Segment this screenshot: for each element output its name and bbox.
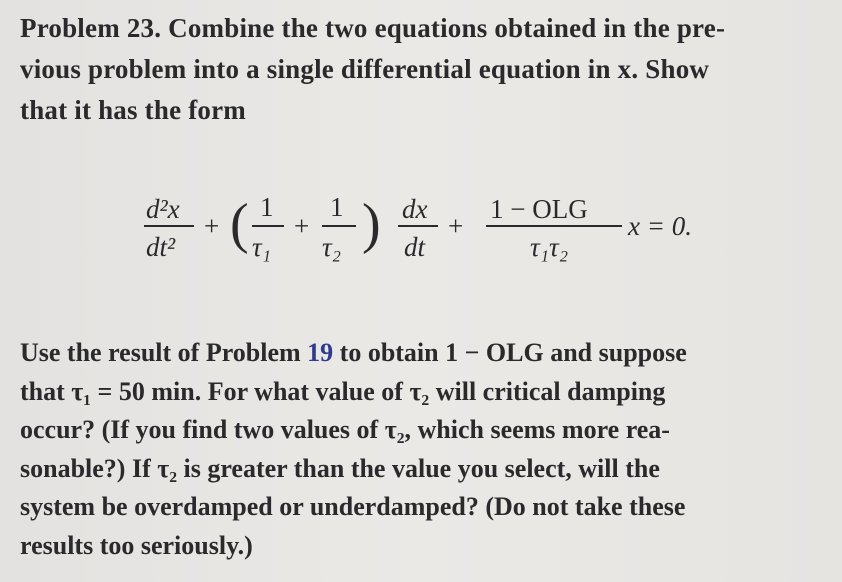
question-line-1 xyxy=(20,334,842,373)
eq-dt2: dt² xyxy=(146,232,176,262)
intro-line-2: vious problem into a single differential equation in x. Show xyxy=(20,54,710,84)
eq-d2x: d²x xyxy=(146,194,180,224)
eq-left-paren: ( xyxy=(230,193,249,255)
problem-19-link[interactable]: 19 xyxy=(307,338,334,367)
intro-line-1-text: Combine the two equations obtained in the pre- xyxy=(168,13,726,43)
problem-label: Problem 23. xyxy=(20,13,162,43)
eq-one-b: 1 xyxy=(330,192,344,222)
question-line-1-b: to obtain 1 − OLG and suppose xyxy=(333,338,687,367)
question-line-6: results too seriously.) xyxy=(20,530,253,560)
eq-plus-3: + xyxy=(448,211,464,241)
question-line-2: that τ₁ = 50 min. For what value of τ₂ will critical damping xyxy=(20,376,666,406)
question-line-1-a: Use the result of Problem xyxy=(20,338,308,367)
problem-question xyxy=(20,334,842,565)
eq-plus-2: + xyxy=(294,211,310,241)
problem-statement-intro xyxy=(20,8,842,131)
eq-one-a: 1 xyxy=(260,192,274,222)
eq-plus-1: + xyxy=(204,211,220,241)
eq-tail: x = 0. xyxy=(628,211,692,241)
intro-line-3: that it has the form xyxy=(20,95,246,125)
intro-line-1 xyxy=(20,8,842,49)
eq-dt: dt xyxy=(404,232,426,262)
differential-equation xyxy=(140,190,760,270)
eq-dx: dx xyxy=(402,194,428,224)
question-line-4: sonable?) If τ₂ is greater than the value you select, will the xyxy=(20,453,660,483)
eq-tau2: τ₂ xyxy=(322,232,342,262)
eq-olg-numerator: 1 − OLG xyxy=(490,194,588,224)
eq-tau1: τ₁ xyxy=(252,232,272,262)
eq-right-paren: ) xyxy=(362,193,381,255)
eq-olg-denominator: τ₁τ₂ xyxy=(530,232,569,262)
question-line-5: system be overdamped or underdamped? (Do not take these xyxy=(20,492,686,521)
question-line-3: occur? (If you find two values of τ₂, which seems more rea- xyxy=(20,415,670,444)
